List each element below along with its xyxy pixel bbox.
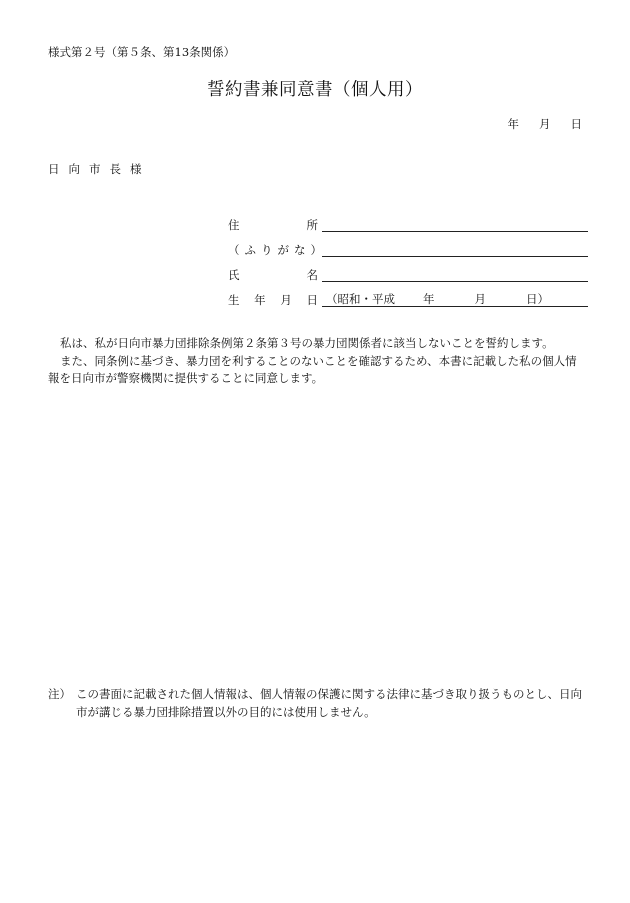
birthdate-label-d: 日 <box>306 293 318 307</box>
body-paragraph: また、同条例に基づき、暴力団を利することのないことを確認するため、本書に記載した私の個人情報を日向市が警察機関に提供することに同意します。 <box>48 353 577 385</box>
birth-year: 年 <box>423 292 435 306</box>
name-label <box>228 267 318 283</box>
birthdate-label-b: 年 <box>254 293 266 307</box>
note-text: この書面に記載された個人情報は、個人情報の保護に関する法律に基づき取り扱うものとし、日向市が講じる暴力団排除措置以外の目的には使用しません。 <box>76 687 582 719</box>
form-number: 様式第２号（第５条、第13条関係） <box>48 45 236 59</box>
date-year-label: 年 <box>507 117 519 131</box>
birth-month: 月 <box>474 292 486 306</box>
name-label-a: 氏 <box>228 268 240 282</box>
date-month-label: 月 <box>539 117 551 131</box>
birthdate-label <box>228 292 318 308</box>
note <box>48 686 588 721</box>
birthdate-label-c: 月 <box>280 293 292 307</box>
address-label-b: 所 <box>306 218 318 232</box>
body-paragraph: 私は、私が日向市暴力団排除条例第２条第３号の暴力団関係者に該当しないことを誓約します。 <box>60 336 554 350</box>
furigana-label-text: （ふりがな） <box>228 243 327 257</box>
birth-day: 日） <box>526 292 549 306</box>
note-label: 注） <box>48 687 71 701</box>
furigana-field[interactable] <box>322 242 588 257</box>
document-title: 誓約書兼同意書（個人用） <box>207 80 423 100</box>
addressee: 日向市長様 <box>48 162 151 176</box>
birthdate-label-a: 生 <box>228 293 240 307</box>
name-field[interactable] <box>322 267 588 282</box>
furigana-label <box>228 242 327 258</box>
address-label-a: 住 <box>228 218 240 232</box>
birth-era: （昭和・平成 <box>326 292 395 306</box>
date-day-label: 日 <box>570 117 582 131</box>
date-line <box>508 116 583 132</box>
name-label-b: 名 <box>306 268 318 282</box>
birthdate-era-text <box>326 291 549 307</box>
address-field[interactable] <box>322 217 588 232</box>
address-label <box>228 217 318 233</box>
body-text <box>48 335 588 388</box>
